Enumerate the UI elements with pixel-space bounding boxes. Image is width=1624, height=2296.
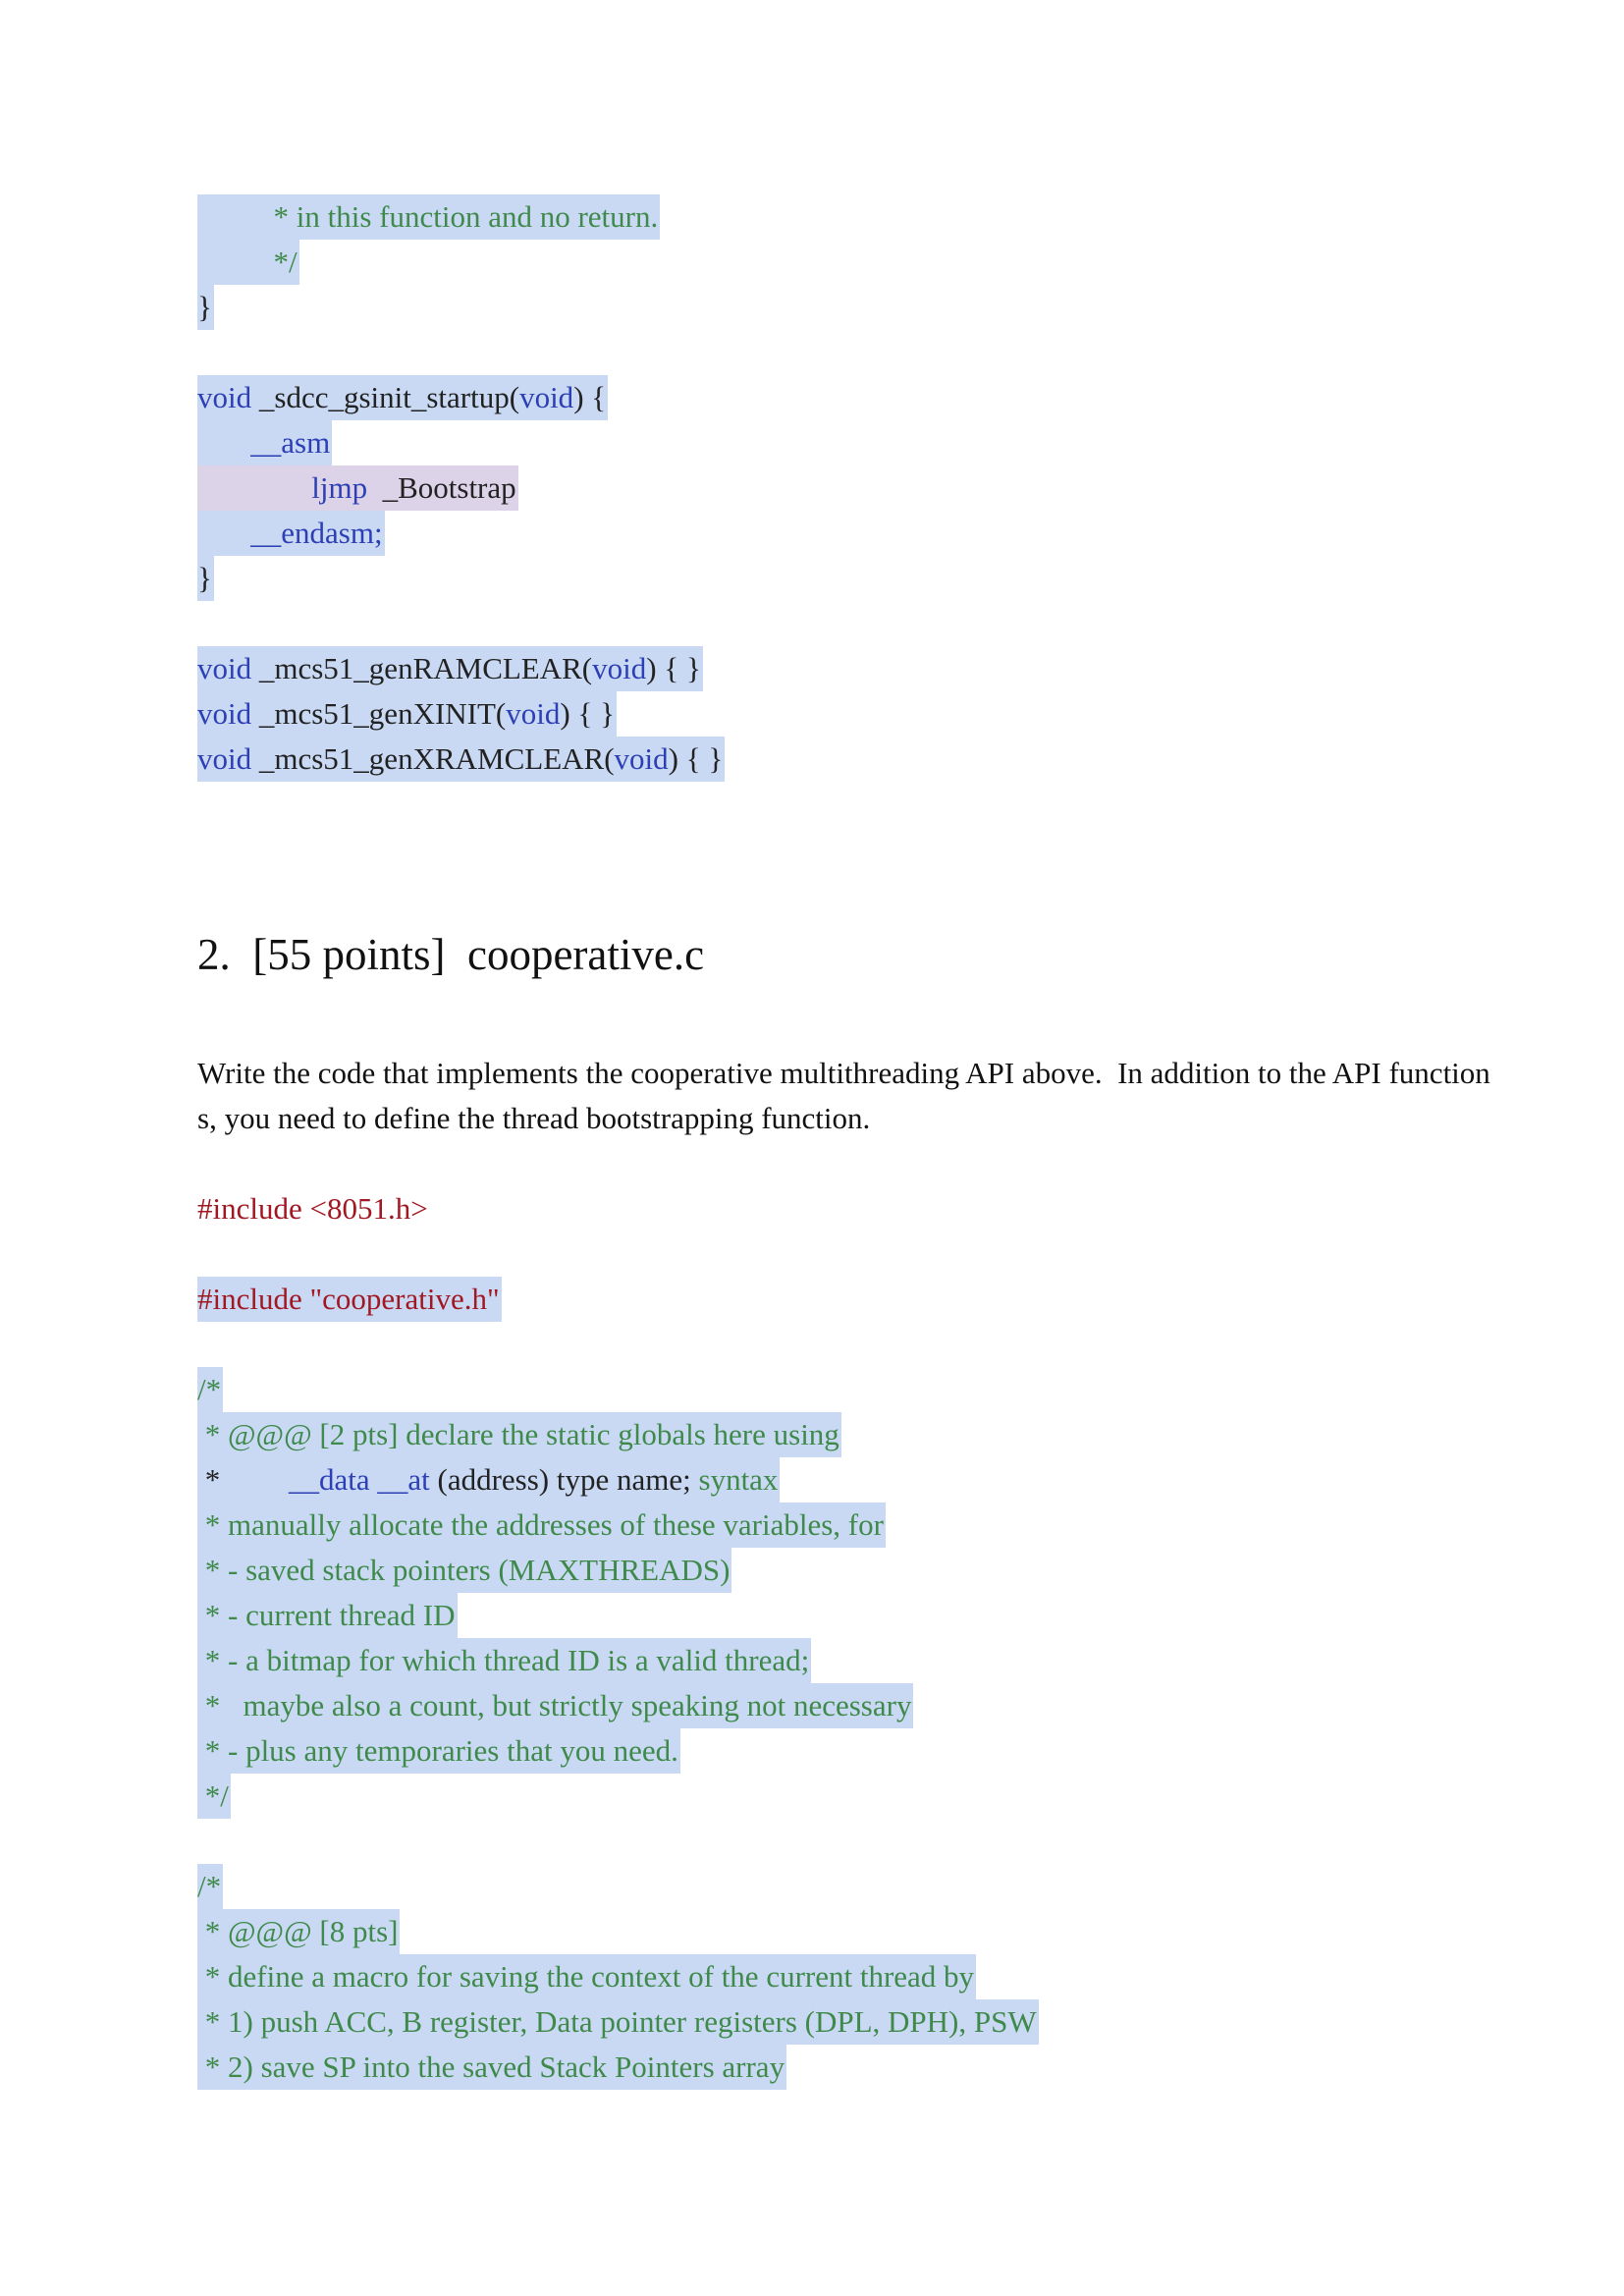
code-line [197,1367,223,1412]
code-comment: */ [197,1774,231,1819]
code-keyword: __at [377,1462,430,1497]
code-brace: } [197,285,214,330]
code-line [197,1548,731,1593]
code-keyword: __asm [197,420,332,465]
code-keyword: void [592,651,647,685]
code-identifier: _Bootstrap [367,470,516,505]
code-punct: ) { } [668,741,724,776]
code-keyword: void [614,741,669,776]
code-keyword: void [519,380,574,414]
code-comment: * maybe also a count, but strictly speaking not necessary [197,1683,913,1728]
code-line [197,1412,841,1457]
code-line [197,2045,786,2090]
code-keyword: void [197,380,252,414]
code-line [197,1774,231,1819]
code-line [197,646,703,691]
code-comment: * 2) save SP into the saved Stack Pointers array [197,2045,786,2090]
code-comment: * - current thread ID [197,1593,458,1638]
code-line [197,1638,811,1683]
code-line [197,1683,913,1728]
code-identifier: (address) type name; [429,1462,699,1497]
code-keyword: void [197,651,252,685]
code-keyword: void [197,696,252,731]
code-identifier: _sdcc_gsinit_startup( [251,380,520,414]
paragraph-line: s, you need to define the thread bootstrapping function. [197,1101,871,1135]
code-line [197,285,214,330]
code-brace: } [197,556,214,601]
code-comment: * define a macro for saving the context of the current thread by [197,1954,976,1999]
code-comment: /* [197,1864,223,1909]
include-line [197,1277,502,1322]
code-keyword: ljmp [197,470,368,505]
code-comment: * 1) push ACC, B register, Data pointer registers (DPL, DPH), PSW [197,1999,1039,2045]
code-punct: ) { [573,380,607,414]
code-identifier: _mcs51_genXINIT( [251,696,507,731]
preprocessor-directive: #include "cooperative.h" [197,1277,502,1322]
code-keyword: __endasm; [197,511,385,556]
code-punct: ) { } [560,696,615,731]
code-comment: syntax [698,1462,779,1497]
code-line [197,1864,223,1909]
code-keyword: __data [289,1462,370,1497]
code-comment: * - saved stack pointers (MAXTHREADS) [197,1548,731,1593]
code-comment: * - plus any temporaries that you need. [197,1728,680,1774]
code-line [197,511,385,556]
code-comment: * @@@ [2 pts] declare the static globals here using [197,1412,841,1457]
code-line [197,737,725,782]
code-line [197,1503,886,1548]
code-comment: * @@@ [8 pts] [197,1909,400,1954]
code-line [197,1593,458,1638]
code-keyword: void [506,696,561,731]
code-comment: * in this function and no return. [197,194,660,240]
include-line [197,1186,428,1231]
preprocessor-directive: #include <8051.h> [197,1191,428,1226]
code-comment: */ [197,240,299,285]
code-line-startup [197,375,608,420]
section-heading: 2. [55 points] cooperative.c [197,930,705,979]
code-identifier: _mcs51_genRAMCLEAR( [251,651,593,685]
code-keyword: void [197,741,252,776]
code-line [197,1457,780,1503]
code-comment: * - a bitmap for which thread ID is a valid thread; [197,1638,811,1683]
code-line [197,1954,976,1999]
code-line [197,556,214,601]
code-line [197,691,617,737]
code-line [197,465,518,511]
code-line [197,1999,1039,2045]
code-line [197,240,299,285]
paragraph-line: Write the code that implements the cooperative multithreading API above. In addition to the API function [197,1056,1490,1090]
code-comment: /* [197,1367,223,1412]
code-line [197,194,660,240]
code-line [197,1909,400,1954]
code-line [197,1728,680,1774]
code-comment: * manually allocate the addresses of these variables, for [197,1503,886,1548]
code-comment: * [197,1462,289,1497]
code-line [197,420,332,465]
code-punct: ) { } [646,651,701,685]
code-identifier: _mcs51_genXRAMCLEAR( [251,741,615,776]
